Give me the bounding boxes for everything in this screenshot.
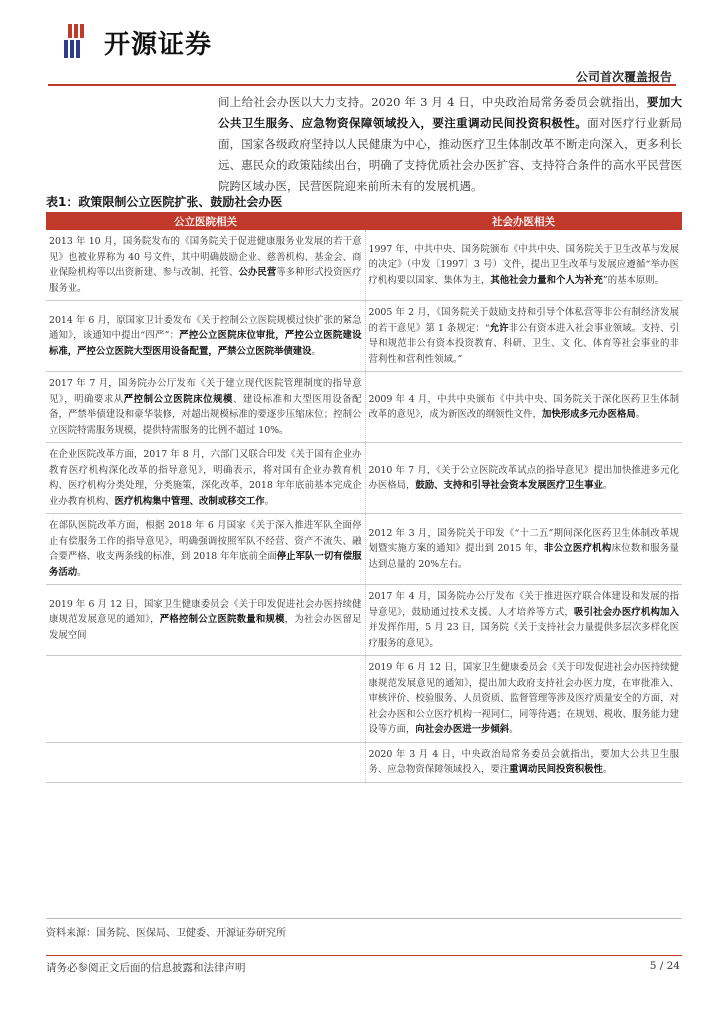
public-hospital-cell [46,514,365,585]
col-header-private: 社会办医相关 [365,212,682,230]
cell-text: 2005 年 2 月，《国务院关于鼓励支持和引导个体私营等非公有制经济发展的若干意见》第 1 条规定：“ [368,307,679,334]
source-divider [46,918,682,919]
cell-text-tail: 。 [635,409,646,420]
cell-text: 2017 年 4 月，国务院办公厅发布《关于推进医疗联合体建设和发展的指导意见》，鼓励通过技术支援、人才培养等方式， [368,591,679,618]
table-row [46,585,682,656]
cell-text: 2014 年 6 月，原国家卫计委发布《关于控制公立医院规模过快扩张的紧急通知》，该通知中提出“四严”： [49,314,362,342]
cell-text-tail: 。 [602,764,613,775]
public-hospital-cell [46,585,365,656]
table-row [46,301,682,372]
brand-logo [54,20,212,64]
intro-text-2: 面对医疗行业新局面，国家各级政府坚持以人民健康为中心，推动医疗卫生体制改革不断走向深入，更多利长远、惠民众的政策陆续出台，明确了支持优质社会办医扩容、支持符合条件的高水平民营医院跨区域办医，民营医院迎来前所未有的发展机遇。 [218,116,682,193]
cell-text: 2012 年 3 月，国务院关于印发《“十二五”期间深化医药卫生体制改革规划暨实施方案的通知》提出到 2015 年， [368,527,679,555]
cell-text: 2020 年 3 月 4 日，中央政治局常务委员会就指出，要加大公共卫生服务、应急物资保障领域投入，要注 [368,748,679,775]
cell-emphasis: 非公立医疗机构 [543,543,612,555]
private-hospital-cell [365,514,682,585]
cell-text-tail: 。 [77,566,87,578]
cell-emphasis: 鼓励、支持和引导社会资本发展医疗卫生事业 [415,480,603,491]
cell-text-tail: 、建设标准和大型医用设备配备，严禁举债建设和豪华装修，对超出规模标准的要逐步压缩床位；控制公立医院特需服务规模，提供特需服务的比例不超过 10%。 [49,393,362,436]
disclaimer-note: 请务必参阅正文后面的信息披露和法律声明 [46,962,246,974]
cell-emphasis: 停止军队一切有偿服务活动 [49,551,362,578]
cell-emphasis: 医疗机构集中管理、改制或移交工作 [114,495,265,507]
cell-text: 2010 年 7 月，《关于公立医院改革试点的指导意见》提出加快推进多元化办医格局， [368,464,679,491]
intro-emphasis: 要加大公共卫生服务、应急物资保障领域投入，要注重调动民间投资积极性。 [218,95,682,130]
table-header-row [46,212,682,230]
cell-text-tail: ”的基本原则。 [602,274,664,286]
cell-emphasis: 向社会办医进一步倾斜 [415,724,510,735]
private-hospital-cell [365,372,682,443]
cell-text-tail: 。 [509,724,519,735]
page-header [0,0,724,90]
page-number: 5 / 24 [649,960,680,972]
source-note: 资料来源：国务院、医保局、卫健委、开源证券研究所 [46,928,286,939]
cell-text: 2017 年 7 月，国务院办公厅发布《关于建立现代医院管理制度的指导意见》，明确要求从 [49,378,362,405]
cell-emphasis: 严控制公立医院床位规模 [123,393,233,405]
cell-text: 1997 年，中共中央、国务院颁布《中共中央、国务院关于卫生改革与发展的决定》（中发〔1997〕3 号）文件，提出卫生改革与发展应遵循“举办医疗机构要以国家、集体为主， [368,243,679,286]
table-row [46,372,682,443]
intro-paragraph [218,92,682,197]
cell-text-tail: ，为社会办医留足发展空间 [49,614,362,641]
private-hospital-cell [365,301,682,372]
table-row [46,514,682,585]
table-title: 表1：政策限制公立医院扩张、鼓励社会办医 [46,195,283,209]
cell-emphasis: 公办民营 [238,267,277,278]
cell-text: 2009 年 4 月，中共中央颁布《中共中央、国务院关于深化医药卫生体制改革的意见》，成为新医改的纲领性文件， [368,393,679,420]
cell-text: 2019 年 6 月 12 日，国家卫生健康委员会《关于印发促进社会办医持续健康规范发展意见的通知》， [49,598,362,626]
cell-text-tail: 并发挥作用，5 月 23 日，国务院《关于支持社会力量提供多层次多样化医疗服务的意见》。 [368,622,679,649]
cell-emphasis: 吸引社会办医疗机构加入 [574,606,679,618]
private-hospital-cell [365,443,682,514]
cell-text: 2019 年 6 月 12 日，国家卫生健康委员会《关于印发促进社会办医持续健康规范发展意见的通知》，提出加大政府支持社会办医力度，在审批准入、审核评价、校验服务、人员资质、监督管理等涉及医疗质量安全的方面，对社会办医和公立医疗机构一视同仁，同等待遇；在规划、税收、服务能力建设等方面， [368,662,679,735]
report-type: 公司首次覆盖报告 [575,70,672,84]
cell-text-tail: 床位数和服务量达到总量的 20%左右。 [368,543,679,570]
table-row [46,656,682,743]
cell-emphasis: 严格控制公立医院数量和规模 [159,614,285,626]
cell-text: 在部队医院改革方面，根据 2018 年 6 月国家《关于深入推进军队全面停止有偿服务工作的指导意见》，明确强调按照军队不经营、资产不流失、融合要严格、收支两条线的标准，到 2018 年年底前全面 [49,520,362,562]
intro-text-1: 间上给社会办医以大力支持。2020 年 3 月 4 日，中央政治局常务委员会就指出， [218,95,647,109]
cell-emphasis: 加快形成多元办医格局 [541,409,636,420]
public-hospital-cell [46,230,365,301]
cell-text-tail: 。 [264,495,275,507]
public-hospital-cell [46,301,365,372]
table-row [46,742,682,782]
private-hospital-cell [365,230,682,301]
cell-emphasis: 严控公立医院床位审批，严控公立医院建设标准，严控公立医院大型医用设备配置，严禁公立医院举债建设 [49,330,362,357]
table-body [46,230,682,782]
brand-name: 开源证券 [104,29,213,60]
public-hospital-cell [46,742,365,782]
cell-text: 2013 年 10 月，国务院发布的《国务院关于促进健康服务业发展的若干意见》也被业界称为 40 号文件，其中明确鼓励企业、慈善机构、基金会、商业保险机构等以出资新建、参与改制、托管、 [49,236,362,278]
cell-text-tail: 非公有资本进入社会事业领域。支持、引导和规范非公有资本投资教育、科研、卫生、文 化、体育等社会事业的非营利性和营利性领域。” [368,322,679,365]
private-hospital-cell [365,585,682,656]
cell-emphasis: 允许 [489,322,509,334]
cell-text: 在企业医院改革方面，2017 年 8 月，六部门又联合印发《关于国有企业办教育医疗机构深化改革的指导意见》，明确表示，将对国有企业办教育机构、医疗机构分类处理，分类施策，深化改革，2018 年年底前基本完成企业办教育机构、 [49,449,362,507]
col-header-public: 公立医院相关 [46,212,365,230]
policy-table [46,212,682,783]
footer-divider [46,955,682,956]
cell-text-tail: 。 [602,480,613,491]
table-row [46,443,682,514]
cell-text-tail: 等多种形式投资医疗服务业。 [49,267,362,294]
public-hospital-cell [46,656,365,743]
public-hospital-cell [46,443,365,514]
cell-text-tail: 。 [311,345,321,357]
cell-emphasis: 其他社会力量和个人为补充 [490,274,603,286]
cell-emphasis: 重调动民间投资积极性 [509,764,603,775]
table-row [46,230,682,301]
header-divider [48,84,676,86]
private-hospital-cell [365,742,682,782]
private-hospital-cell [365,656,682,743]
public-hospital-cell [46,372,365,443]
brand-logo-icon [54,20,98,64]
